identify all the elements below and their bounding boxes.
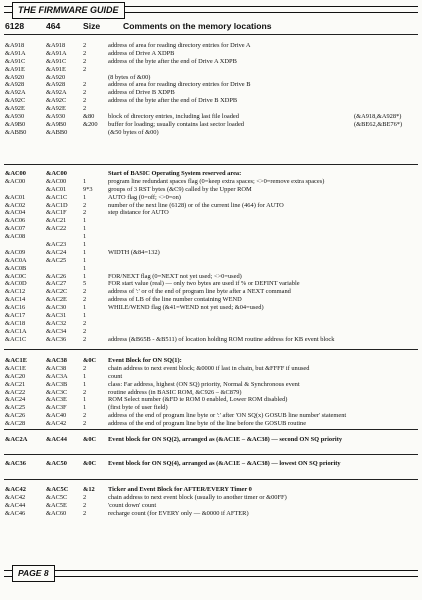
- addr-464: &AC3F: [46, 404, 67, 412]
- addr-6128: &AC44: [5, 501, 26, 509]
- comment-cell: WHILE/WEND flag (&41=WEND not yet used; &04=used): [108, 304, 264, 312]
- table-row: [0, 389, 422, 397]
- addr-6128: &A92C: [5, 97, 26, 105]
- comment-cell: Start of BASIC Operating System reserved area:: [108, 170, 242, 177]
- size-cell: 9*3: [83, 185, 93, 193]
- addr-464: &AC2E: [46, 296, 67, 304]
- comment-cell: step distance for AUTO: [108, 209, 169, 217]
- addr-6128: &AC25: [5, 404, 26, 412]
- comment-cell: address of area for reading directory entries for Drive B: [108, 81, 251, 89]
- table-row: [0, 129, 422, 137]
- size-cell: 1: [83, 264, 87, 272]
- comment-cell: address of the end of program line byte or ':' after 'ON SQ(x) GOSUB line number' statement: [108, 412, 347, 420]
- table-row: [0, 50, 422, 58]
- addr-464: &AC27: [46, 280, 67, 288]
- size-cell: 2: [83, 65, 87, 73]
- comment-cell: 'count down' count: [108, 501, 157, 509]
- size-cell: 1: [83, 233, 87, 241]
- addr-6128: &AC22: [5, 388, 26, 396]
- section-timer0-event-block: [0, 486, 422, 518]
- cross-ref-cell: (&A918,&A928*): [354, 113, 402, 121]
- size-cell: 2: [83, 49, 87, 57]
- addr-464: &AC24: [46, 248, 67, 256]
- addr-464: &AC30: [46, 304, 67, 312]
- section-divider: [4, 429, 418, 430]
- comment-cell: Event block for ON SQ(4), arranged as (&AC1E – &AC38) — lowest ON SQ priority: [108, 460, 341, 467]
- comment-cell: FOR start value (real) — only two bytes are used if % or DEFINT variable: [108, 280, 300, 288]
- table-row: [0, 113, 422, 121]
- table-row: [0, 396, 422, 404]
- table-row: [0, 58, 422, 66]
- table-row: [0, 81, 422, 89]
- addr-6128: &AC0C: [5, 272, 27, 280]
- comment-cell: address of area for reading directory entries for Drive A: [108, 42, 251, 49]
- addr-6128: &A920: [5, 73, 25, 81]
- addr-6128: &AC07: [5, 225, 26, 233]
- size-cell: &0C: [83, 357, 97, 364]
- comment-cell: program line redundant spaces flag (0=keep extra spaces; <>0=remove extra spaces): [108, 177, 325, 185]
- col-size-header: Size: [83, 21, 101, 31]
- table-row: [0, 510, 422, 518]
- addr-6128: &AC09: [5, 248, 26, 256]
- table-row: [0, 486, 422, 494]
- size-cell: 2: [83, 42, 87, 49]
- table-row: [0, 209, 422, 217]
- section-sq1-event-block: [0, 357, 422, 428]
- addr-464: &AC40: [46, 412, 67, 420]
- size-cell: &0C: [83, 436, 97, 443]
- table-row: [0, 328, 422, 336]
- addr-6128: &A91C: [5, 57, 26, 65]
- addr-464: &AC36: [46, 335, 67, 343]
- addr-6128: &A92A: [5, 89, 26, 97]
- table-row: [0, 312, 422, 320]
- col-comments-header: Comments on the memory locations: [123, 21, 272, 31]
- table-row: [0, 320, 422, 328]
- header-divider: [4, 34, 418, 35]
- table-row: [0, 373, 422, 381]
- size-cell: 2: [83, 97, 87, 105]
- size-cell: 1: [83, 256, 87, 264]
- size-cell: 2: [83, 89, 87, 97]
- comment-cell: class: Far address, highest (ON SQ) priority, Normal & Synchronous event: [108, 380, 300, 388]
- comment-cell: (8 bytes of &00): [108, 73, 151, 81]
- addr-464: &AC23: [46, 241, 67, 249]
- comment-cell: chain address to next event block; &0000 if last in chain, but &FFFF if unused: [108, 364, 310, 372]
- size-cell: 1: [83, 380, 87, 388]
- table-row: [0, 265, 422, 273]
- table-row: [0, 257, 422, 265]
- size-cell: 2: [83, 493, 87, 501]
- addr-464: &AC50: [46, 460, 67, 467]
- size-cell: 2: [83, 57, 87, 65]
- comment-cell: address of the end of program line byte of the line before the GOSUB routine: [108, 420, 307, 428]
- addr-6128: &A91A: [5, 49, 26, 57]
- size-cell: 1: [83, 304, 87, 312]
- table-row: [0, 273, 422, 281]
- col-464-header: 464: [46, 21, 61, 31]
- size-cell: 1: [83, 177, 87, 185]
- table-row: [0, 121, 422, 129]
- guide-title: THE FIRMWARE GUIDE: [12, 2, 125, 19]
- section-basic-reserved: [0, 170, 422, 344]
- comment-cell: (&50 bytes of &00): [108, 128, 159, 136]
- size-cell: 2: [83, 209, 87, 217]
- size-cell: 1: [83, 404, 87, 412]
- addr-6128: &AC12: [5, 288, 26, 296]
- addr-464: &A91C: [46, 57, 67, 65]
- section-drive-directory: [0, 42, 422, 137]
- addr-464: &AC00: [46, 177, 67, 185]
- addr-6128: &AC17: [5, 312, 26, 320]
- size-cell: 1: [83, 372, 87, 380]
- size-cell: 2: [83, 81, 87, 89]
- addr-6128: &AC18: [5, 319, 26, 327]
- size-cell: 2: [83, 288, 87, 296]
- cross-ref-cell: (&BE62,&BE76*): [354, 120, 403, 128]
- addr-6128: &ABB0: [5, 128, 27, 136]
- size-cell: 2: [83, 420, 87, 428]
- table-row: [0, 233, 422, 241]
- section-sq4-event-block: [0, 460, 422, 468]
- table-row: [0, 249, 422, 257]
- addr-6128: &A928: [5, 81, 25, 89]
- addr-464: &AC38: [46, 364, 67, 372]
- table-row: [0, 420, 422, 428]
- table-row: [0, 280, 422, 288]
- addr-464: &AC2C: [46, 288, 68, 296]
- table-row: [0, 42, 422, 50]
- addr-464: &AC22: [46, 225, 67, 233]
- addr-6128: &AC42: [5, 486, 26, 493]
- addr-464: &A92C: [46, 97, 67, 105]
- table-row: [0, 460, 422, 468]
- addr-464: &A928: [46, 81, 66, 89]
- table-row: [0, 105, 422, 113]
- addr-464: &AC1D: [46, 201, 68, 209]
- addr-464: &A91A: [46, 49, 67, 57]
- comment-cell: chain address to next event block (usually to another timer or &00FF): [108, 493, 287, 501]
- table-row: [0, 194, 422, 202]
- size-cell: 2: [83, 201, 87, 209]
- comment-cell: (first byte of user field): [108, 404, 168, 412]
- table-row: [0, 186, 422, 194]
- page-number: PAGE 8: [12, 565, 55, 582]
- addr-6128: &AC16: [5, 304, 26, 312]
- comment-cell: count: [108, 372, 123, 380]
- comment-cell: Event block for ON SQ(2), arranged as (&AC1E – &AC38) — second ON SQ priority: [108, 436, 343, 443]
- comment-cell: recharge count (for EVERY only — &0000 if AFTER): [108, 509, 249, 517]
- addr-464: &AC34: [46, 327, 67, 335]
- size-cell: 2: [83, 364, 87, 372]
- table-row: [0, 97, 422, 105]
- addr-464: &AC3C: [46, 388, 68, 396]
- comment-cell: address of the byte after the end of Drive B XDPB: [108, 97, 238, 105]
- comment-cell: address of ':' or of the end of program line byte after a NEXT command: [108, 288, 291, 296]
- addr-6128: &AC00: [5, 170, 26, 177]
- table-row: [0, 365, 422, 373]
- comment-cell: Event Block for ON SQ(1):: [108, 357, 182, 364]
- size-cell: 1: [83, 225, 87, 233]
- addr-464: &A92E: [46, 105, 66, 113]
- addr-6128: &AC04: [5, 209, 26, 217]
- table-row: [0, 436, 422, 444]
- table-row: [0, 217, 422, 225]
- table-row: [0, 202, 422, 210]
- addr-6128: &AC1C: [5, 335, 27, 343]
- table-row: [0, 170, 422, 178]
- addr-464: &AC21: [46, 217, 67, 225]
- addr-464: &AC31: [46, 312, 67, 320]
- table-row: [0, 74, 422, 82]
- addr-464: &AC3B: [46, 380, 68, 388]
- addr-464: &A918: [46, 42, 66, 49]
- table-row: [0, 288, 422, 296]
- size-cell: &12: [83, 486, 95, 493]
- page-footer: [4, 564, 418, 584]
- size-cell: 2: [83, 412, 87, 420]
- addr-6128: &AC36: [5, 460, 26, 467]
- table-row: [0, 494, 422, 502]
- addr-464: &AC26: [46, 272, 67, 280]
- addr-6128: &A9B0: [5, 120, 26, 128]
- size-cell: 1: [83, 193, 87, 201]
- size-cell: 2: [83, 388, 87, 396]
- addr-464: &A920: [46, 73, 66, 81]
- size-cell: 1: [83, 272, 87, 280]
- addr-464: &AC5C: [46, 493, 68, 501]
- comment-cell: ROM Select number (&FD ie ROM 0 enabled, Lower ROM disabled): [108, 396, 288, 404]
- table-row: [0, 357, 422, 365]
- addr-6128: &A930: [5, 113, 25, 121]
- addr-6128: &AC28: [5, 420, 26, 428]
- addr-464: &AC60: [46, 509, 67, 517]
- table-header: [0, 21, 422, 33]
- size-cell: &80: [83, 113, 95, 121]
- addr-464: &AC1F: [46, 209, 67, 217]
- addr-464: &AC1C: [46, 193, 68, 201]
- addr-6128: &AC0D: [5, 280, 27, 288]
- addr-6128: &AC42: [5, 493, 26, 501]
- col-6128-header: 6128: [5, 21, 25, 31]
- addr-464: &A930: [46, 113, 66, 121]
- comment-cell: Ticker and Event Block for AFTER/EVERY Timer 0: [108, 486, 252, 493]
- addr-6128: &AC1E: [5, 357, 28, 364]
- addr-464: &AC38: [46, 357, 67, 364]
- comment-cell: buffer for loading; usually contains last sector loaded: [108, 120, 245, 128]
- page-header: [4, 3, 418, 17]
- addr-464: &AC00: [46, 170, 67, 177]
- size-cell: 2: [83, 105, 87, 113]
- table-row: [0, 336, 422, 344]
- size-cell: &200: [83, 120, 98, 128]
- size-cell: 1: [83, 396, 87, 404]
- comment-cell: number of the next line (6128) or of the current line (464) for AUTO: [108, 201, 284, 209]
- table-row: [0, 89, 422, 97]
- addr-6128: &AC06: [5, 217, 26, 225]
- addr-6128: &AC00: [5, 177, 26, 185]
- addr-464: &A92A: [46, 89, 67, 97]
- addr-6128: &AC21: [5, 380, 26, 388]
- section-divider: [4, 349, 418, 350]
- table-row: [0, 304, 422, 312]
- addr-6128: &AC01: [5, 193, 26, 201]
- table-row: [0, 502, 422, 510]
- size-cell: 2: [83, 501, 87, 509]
- addr-6128: &AC24: [5, 396, 26, 404]
- addr-464: &AC42: [46, 420, 67, 428]
- comment-cell: address of LB of the line number containing WEND: [108, 296, 242, 304]
- addr-6128: &AC08: [5, 233, 26, 241]
- addr-6128: &A91E: [5, 65, 25, 73]
- table-row: [0, 225, 422, 233]
- addr-6128: &A918: [5, 42, 25, 49]
- addr-6128: &AC20: [5, 372, 26, 380]
- addr-6128: &AC1E: [5, 364, 26, 372]
- section-divider: [4, 164, 418, 165]
- section-divider: [4, 454, 418, 455]
- addr-464: &A91E: [46, 65, 66, 73]
- addr-464: &ABB0: [46, 128, 68, 136]
- size-cell: 2: [83, 319, 87, 327]
- comment-cell: groups of 3 RST bytes (&C9) called by the Upper ROM: [108, 185, 252, 193]
- addr-464: &A9B0: [46, 120, 67, 128]
- size-cell: 1: [83, 248, 87, 256]
- addr-464: &AC32: [46, 319, 67, 327]
- size-cell: 2: [83, 296, 87, 304]
- comment-cell: address (&B65B - &B511) of location holding ROM routine address for KB event block: [108, 335, 335, 343]
- table-row: [0, 404, 422, 412]
- table-row: [0, 381, 422, 389]
- addr-6128: &AC1A: [5, 327, 27, 335]
- size-cell: 2: [83, 335, 87, 343]
- addr-464: &AC3E: [46, 396, 67, 404]
- table-row: [0, 412, 422, 420]
- addr-464: &AC5C: [46, 486, 69, 493]
- size-cell: 1: [83, 241, 87, 249]
- comment-cell: address of Drive B XDPB: [108, 89, 175, 97]
- comment-cell: WIDTH (&84=132): [108, 248, 160, 256]
- addr-464: &AC25: [46, 256, 67, 264]
- addr-6128: &AC14: [5, 296, 26, 304]
- addr-464: &AC01: [46, 185, 67, 193]
- footer-rule-bottom: [4, 576, 418, 577]
- comment-cell: FOR/NEXT flag (0=NEXT not yet used; <>0=used): [108, 272, 242, 280]
- addr-464: &AC3A: [46, 372, 68, 380]
- size-cell: 1: [83, 217, 87, 225]
- size-cell: 5: [83, 280, 87, 288]
- table-row: [0, 178, 422, 186]
- addr-464: &AC44: [46, 436, 67, 443]
- section-sq2-event-block: [0, 436, 422, 444]
- comment-cell: block of directory entries, including last file loaded: [108, 113, 239, 121]
- addr-6128: &AC0B: [5, 264, 27, 272]
- size-cell: 1: [83, 312, 87, 320]
- comment-cell: address of the byte after the end of Drive A XDPB: [108, 57, 237, 65]
- comment-cell: AUTO flag (0=off; <>0=on): [108, 193, 181, 201]
- addr-6128: &AC0A: [5, 256, 27, 264]
- size-cell: &0C: [83, 460, 97, 467]
- section-divider: [4, 479, 418, 480]
- comment-cell: address of Drive A XDPB: [108, 49, 175, 57]
- addr-464: &AC5E: [46, 501, 67, 509]
- addr-6128: &A92E: [5, 105, 25, 113]
- size-cell: 2: [83, 327, 87, 335]
- table-row: [0, 296, 422, 304]
- comment-cell: routine address (in BASIC ROM, &C926 – &C879): [108, 388, 242, 396]
- addr-6128: &AC46: [5, 509, 26, 517]
- table-row: [0, 241, 422, 249]
- addr-6128: &AC02: [5, 201, 26, 209]
- addr-6128: &AC2A: [5, 436, 28, 443]
- footer-rule-top: [4, 570, 418, 571]
- size-cell: 2: [83, 509, 87, 517]
- table-row: [0, 66, 422, 74]
- addr-6128: &AC26: [5, 412, 26, 420]
